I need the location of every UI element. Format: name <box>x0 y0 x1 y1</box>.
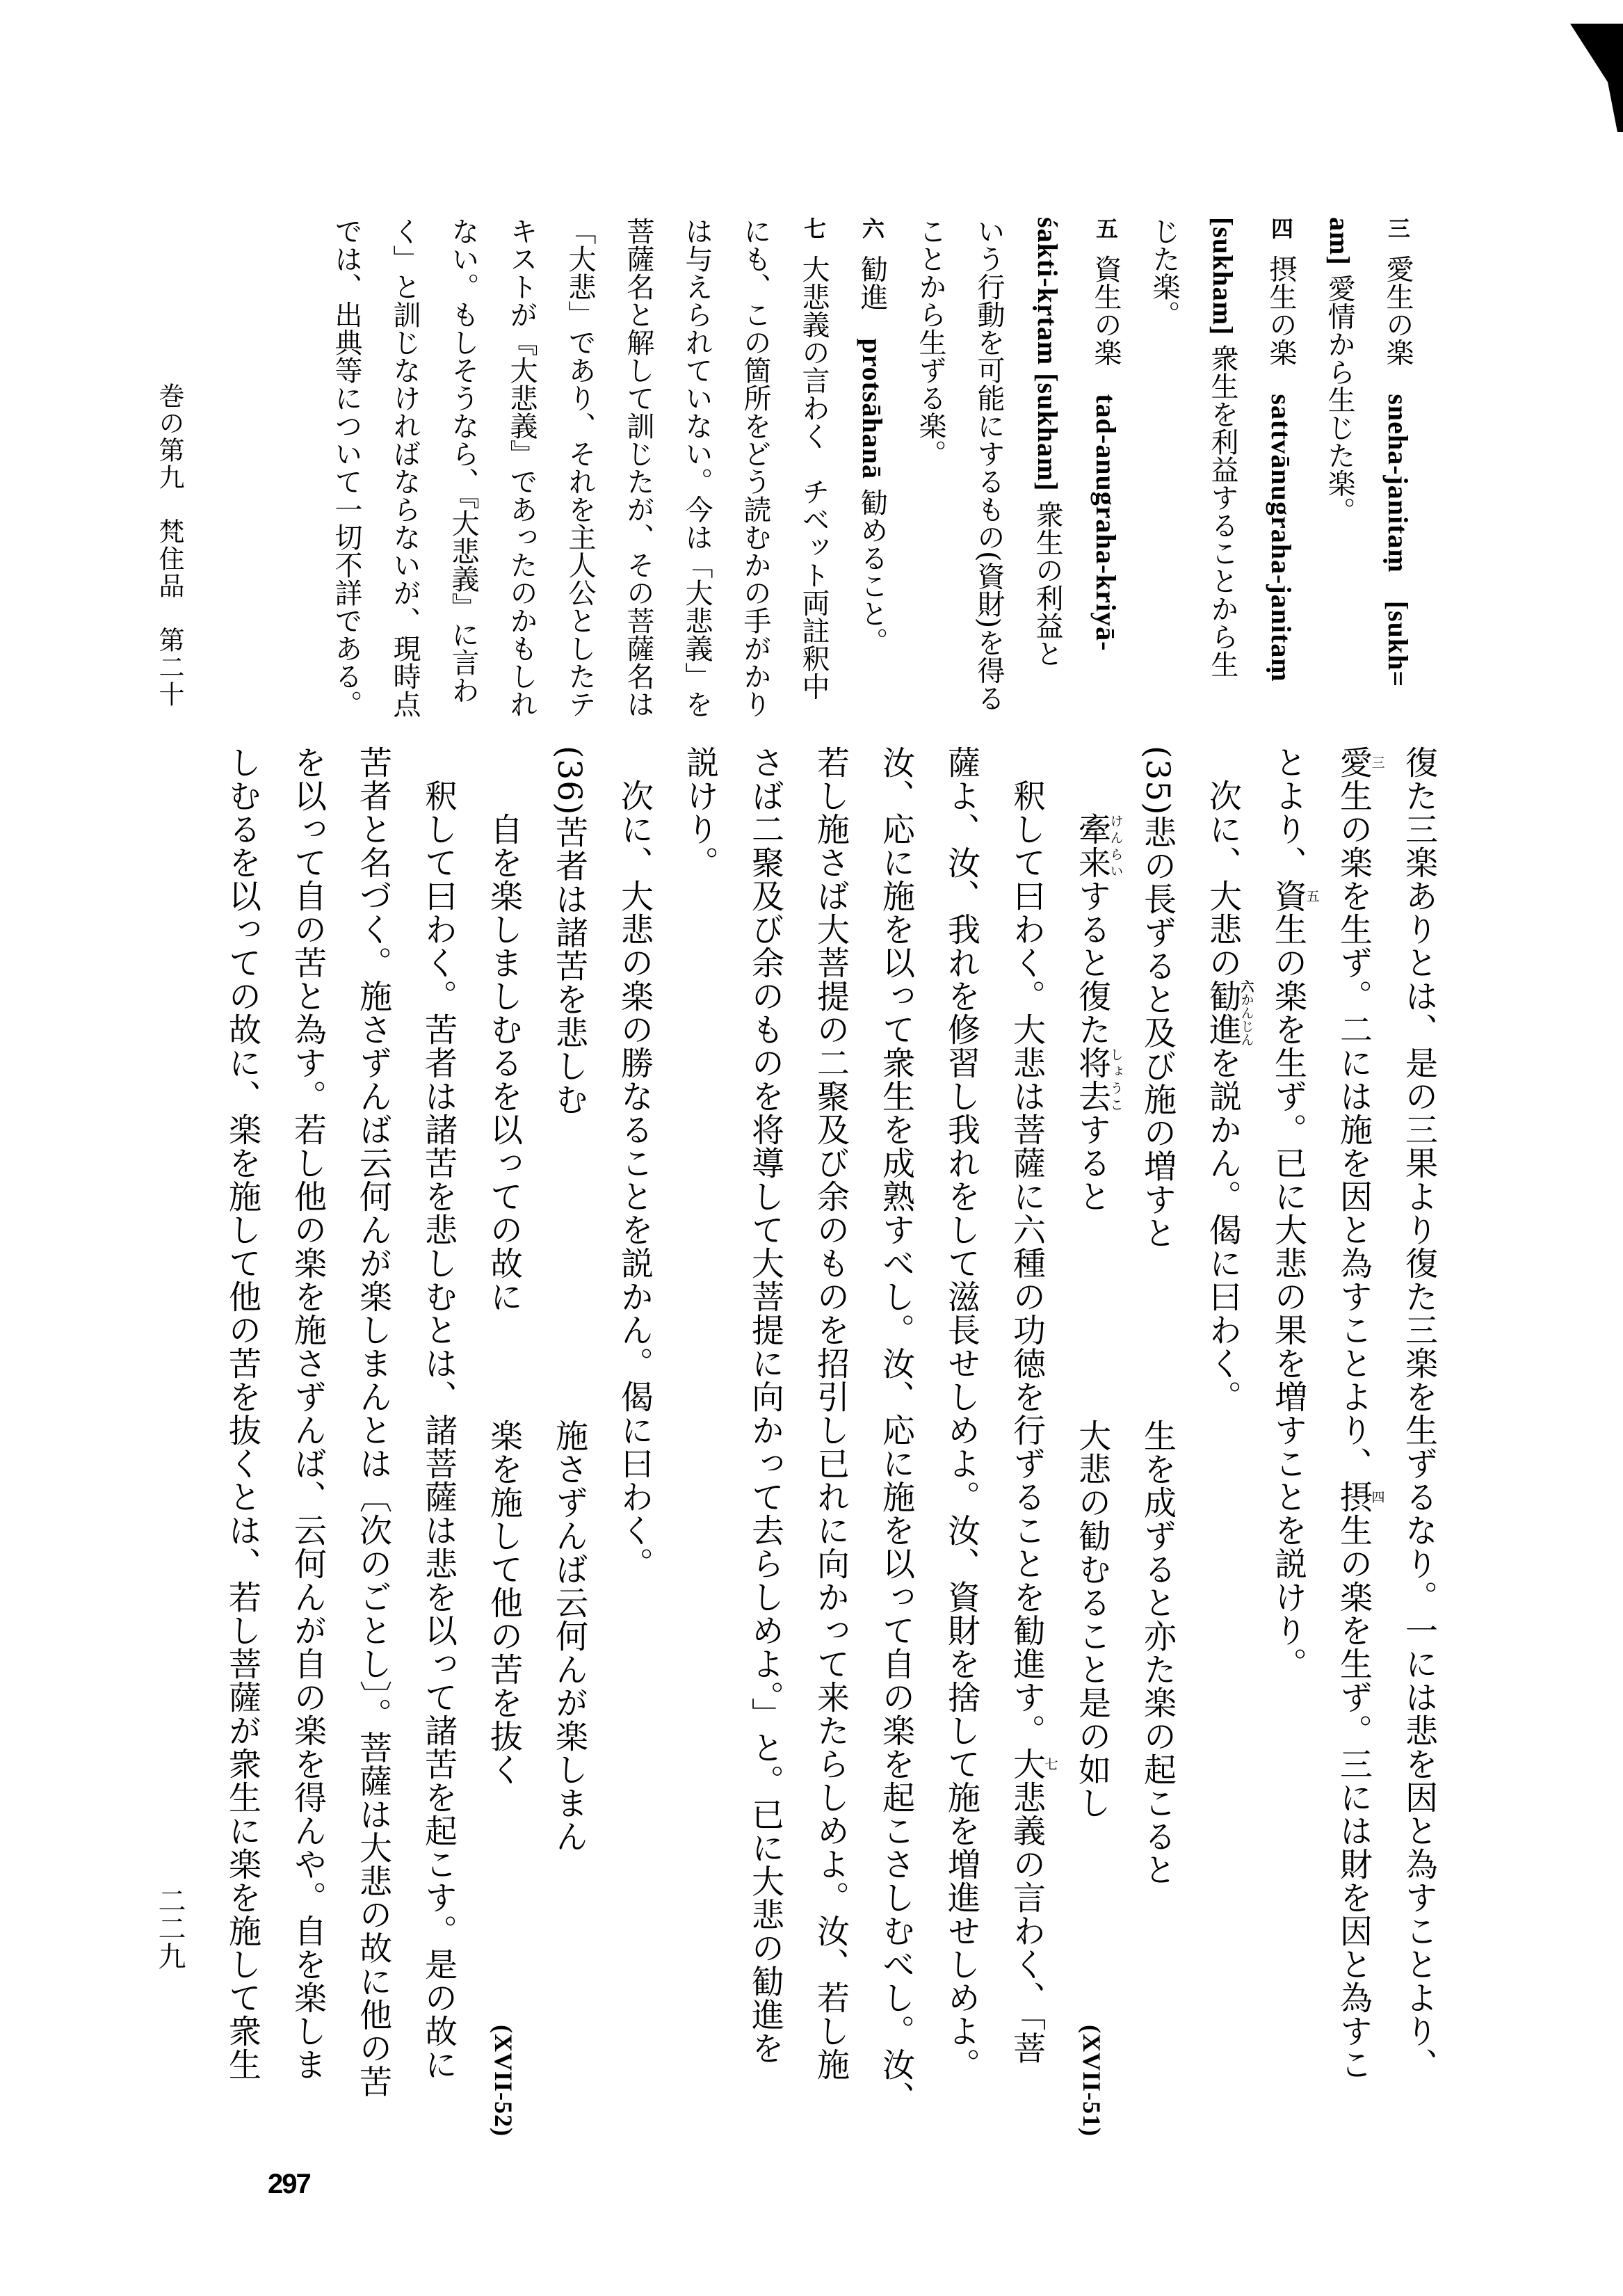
text-run: 施さずんば云何んが楽しまん <box>550 1419 588 1853</box>
text-run: さば二聚及び余のものを将導して大菩提に向かって去らしめよ。」と。已に大悲の勧進を <box>746 746 784 2065</box>
text-run: とより、 <box>1269 746 1307 879</box>
text-column <box>1190 746 1255 2137</box>
text-run: いう行動を可能にするもの(資財)を得る <box>973 217 1005 712</box>
text-run: 勧めること。 <box>856 479 888 655</box>
sanskrit-term: protsāhanā <box>857 338 888 479</box>
verse-line <box>1124 746 1190 2137</box>
column-text <box>615 746 654 1580</box>
column-text <box>1008 746 1058 2065</box>
text-run: すると復た <box>1073 879 1111 1046</box>
sanskrit-term: tad-anugraha-kriyā- <box>1090 394 1122 652</box>
text-run: (35)悲の長ずると及び施の増すと <box>1138 746 1177 1250</box>
footnote-line <box>1076 217 1135 704</box>
column-text <box>942 746 980 2081</box>
column-text <box>1073 746 1124 1213</box>
note-marker: 四 <box>1268 217 1294 239</box>
ruby-reading: 三 <box>1369 746 1385 779</box>
column-text <box>812 746 850 2081</box>
text-column <box>1255 746 1321 2137</box>
footnote-line <box>726 217 784 718</box>
verse-second-half <box>1059 1419 1124 1820</box>
text-run: 生の楽を生ず。三には財を因と為すこ <box>1334 1514 1373 2081</box>
text-run: 生を成ずると亦た楽の起こると <box>1138 1419 1177 1886</box>
text-run: 苦者と名づく。施さずんば云何んが楽しまんとは〔次のごとし〕。菩薩は大悲の故に他の苦 <box>354 746 392 2098</box>
text-column <box>667 746 732 2137</box>
verse-citation: (XVII-51) <box>1078 2025 1106 2137</box>
text-run: 復た三楽ありとは、是の三果より復た三楽を生ずるなり。一には悲を因と為すことより、 <box>1400 746 1438 2081</box>
column-text <box>877 746 915 2114</box>
footnote-line <box>668 217 726 718</box>
text-run: にも、この箇所をどう読むかの手がかり <box>739 217 771 718</box>
text-run <box>1382 573 1414 601</box>
column-text <box>223 746 261 2081</box>
text-run: すると <box>1073 1113 1111 1213</box>
text-run: 釈して曰わく。苦者は諸苦を悲しむとは、諸菩薩は悲を以って諸苦を起こす。是の故に <box>419 746 458 2081</box>
text-run: 衆生の利益と <box>1031 491 1063 668</box>
footnote-line <box>901 217 960 704</box>
ruby-annotated-text: 将去しょうこ <box>1073 1046 1124 1113</box>
text-run: 摂生の楽 <box>1265 246 1297 394</box>
text-run: 生の楽を生ず。二には施を因と為すことより、 <box>1334 779 1373 1480</box>
text-run: 生の楽を生ず。已に大悲の果を増すことを説けり。 <box>1269 913 1307 1680</box>
text-run: 楽を施して他の苦を抜く <box>485 1419 523 1786</box>
text-column <box>1386 746 1451 2137</box>
text-run: 若し施さば大菩提の二聚及び余のものを招引し已れに向かって来たらしめよ。汝、若し施 <box>812 746 850 2081</box>
ruby-reading: しょうこ <box>1108 1046 1124 1113</box>
verse-line <box>471 746 536 2137</box>
column-text <box>550 746 588 1116</box>
ruby-reading: けんらい <box>1108 812 1124 879</box>
text-run: 悲義の言わく、「菩 <box>1008 1781 1046 2065</box>
text-run: ことから生ずる楽。 <box>914 217 946 467</box>
footnote-line <box>1193 217 1252 704</box>
column-text <box>1204 746 1254 1413</box>
verse-second-half <box>536 1419 601 1853</box>
verse-citation: (XVII-52) <box>490 2025 517 2137</box>
text-run: 菩薩名と解して訓じたが、その菩薩名は <box>622 217 654 718</box>
text-run: 大悲義の言わく チベット両註釈中 <box>798 246 830 700</box>
column-text <box>419 746 458 2081</box>
footnote-line <box>376 217 434 718</box>
column-text <box>681 746 719 879</box>
text-run: では、出典等について一切不詳である。 <box>330 217 362 718</box>
text-run: 資生の楽 <box>1090 246 1122 394</box>
text-run: 薩よ、汝、我れを修習し我れをして滋長せしめよ。汝、資財を捨して施を増進せしめよ。 <box>942 746 980 2081</box>
text-column <box>340 746 405 2137</box>
text-column <box>994 746 1059 2137</box>
column-text <box>1334 746 1385 2081</box>
text-run: 次に、大悲の <box>1204 746 1242 979</box>
sanskrit-term: [sukh= <box>1382 600 1414 688</box>
ruby-annotated-text: 牽来けんらい <box>1073 812 1124 879</box>
sanskrit-term: sneha-janitaṃ <box>1382 394 1414 573</box>
text-run: しむるを以っての故に、楽を施して他の苦を抜くとは、若し菩薩が衆生に楽を施して衆生 <box>223 746 261 2081</box>
text-column <box>405 746 471 2137</box>
text-run: ない。もしそうなら、『大悲義』に言わ <box>447 217 479 704</box>
column-text <box>354 746 392 2098</box>
text-run <box>1073 746 1111 812</box>
text-run: 大悲の勧むること是の如し <box>1073 1419 1111 1820</box>
note-marker: 七 <box>800 217 827 239</box>
verse-second-half <box>1124 1419 1190 1886</box>
footnotes-block <box>317 217 1427 718</box>
footnote-line <box>1135 217 1193 704</box>
footnote-line <box>551 217 609 718</box>
footnote-line <box>843 217 901 704</box>
footnote-line <box>1310 217 1368 704</box>
text-run: く」と訓じなければならないが、現時点 <box>389 217 421 718</box>
text-column <box>209 746 275 2137</box>
page-number: 297 <box>268 2169 310 2199</box>
text-run: を以って自の苦と為す。若し他の楽を施さずんば、云何んが自の楽を得んや。自を楽しま <box>289 746 327 2081</box>
footnote-line <box>434 217 492 704</box>
footnote-line <box>784 217 843 704</box>
note-marker: 三 <box>1384 217 1411 239</box>
corner-triangle <box>1570 24 1623 132</box>
ruby-reading: 七 <box>1042 1747 1058 1781</box>
text-column <box>863 746 928 2137</box>
text-run: 説けり。 <box>681 746 719 879</box>
kanji-page-number: 二二九 <box>154 1886 186 1970</box>
footnote-line <box>317 217 376 718</box>
ruby-reading: 四 <box>1369 1480 1385 1514</box>
ruby-annotated-text: 摂四 <box>1334 1480 1385 1514</box>
sanskrit-term: am] <box>1324 217 1355 266</box>
sanskrit-term: śakti-kṛtam [sukham] <box>1032 217 1063 492</box>
text-column <box>1321 746 1386 2137</box>
text-run: 自を楽しましむるを以っての故に <box>485 746 523 1313</box>
ruby-reading: 五 <box>1304 879 1320 913</box>
ruby-annotated-text: 大七 <box>1008 1747 1058 1781</box>
text-run: (36)苦者は諸苦を悲しむ <box>550 746 588 1116</box>
text-run: 釈して曰わく。大悲は菩薩に六種の功徳を行ずることを勧進す。 <box>1008 746 1046 1747</box>
text-column <box>732 746 798 2137</box>
note-marker: 五 <box>1092 217 1119 239</box>
note-marker: 六 <box>1238 979 1254 993</box>
column-text <box>485 746 523 1313</box>
column-text <box>1269 746 1320 1680</box>
column-text <box>746 746 784 2065</box>
text-run: 汝、応に施を以って衆生を成熟すべし。汝、応に施を以って自の楽を起こさしむべし。汝、 <box>877 746 915 2114</box>
ruby-annotated-text: 愛三 <box>1334 746 1385 779</box>
text-run: を説かん。偈に曰わく。 <box>1204 1046 1242 1413</box>
text-run: キストが『大悲義』であったのかもしれ <box>506 217 538 718</box>
column-text <box>289 746 327 2081</box>
page-corner-mark <box>0 0 1623 181</box>
text-column <box>798 746 863 2137</box>
note-marker: 六 <box>859 217 885 239</box>
text-column <box>928 746 994 2137</box>
text-column <box>601 746 667 2137</box>
main-text-block <box>209 746 1451 2137</box>
verse-line <box>536 746 601 2137</box>
text-run: 衆生を利益することから生 <box>1206 335 1238 678</box>
text-run: 勧進 <box>856 246 888 339</box>
footnote-line <box>609 217 668 718</box>
text-column <box>275 746 340 2137</box>
verse-line <box>1059 746 1124 2137</box>
footnote-line <box>960 217 1018 712</box>
text-run: 愛生の楽 <box>1382 246 1414 394</box>
sanskrit-term: sattvānugraha-janitaṃ <box>1266 394 1297 682</box>
footnote-line <box>1252 217 1310 704</box>
ruby-annotated-text: 勧進六かんじん <box>1204 979 1254 1046</box>
footnote-line <box>492 217 551 718</box>
running-title: 巻の第九 梵住品 第二十 <box>154 383 184 708</box>
text-run: 次に、大悲の楽の勝なることを説かん。偈に曰わく。 <box>615 746 654 1580</box>
footnote-line <box>1368 217 1427 704</box>
ruby-annotated-text: 資五 <box>1269 879 1320 913</box>
text-run: 愛情から生じた楽。 <box>1323 265 1355 525</box>
text-run: は与えられていない。今は「大悲義」を <box>681 217 713 718</box>
sanskrit-term: [sukham] <box>1207 217 1238 336</box>
text-run: じた楽。 <box>1148 217 1180 328</box>
column-text <box>1138 746 1177 1249</box>
text-run: 「大悲」であり、それを主人公としたテ <box>564 217 596 718</box>
footnote-line <box>1018 217 1076 704</box>
ruby-reading: 六かんじん <box>1238 979 1254 1046</box>
verse-second-half <box>471 1419 536 1786</box>
column-text <box>1400 746 1438 2081</box>
